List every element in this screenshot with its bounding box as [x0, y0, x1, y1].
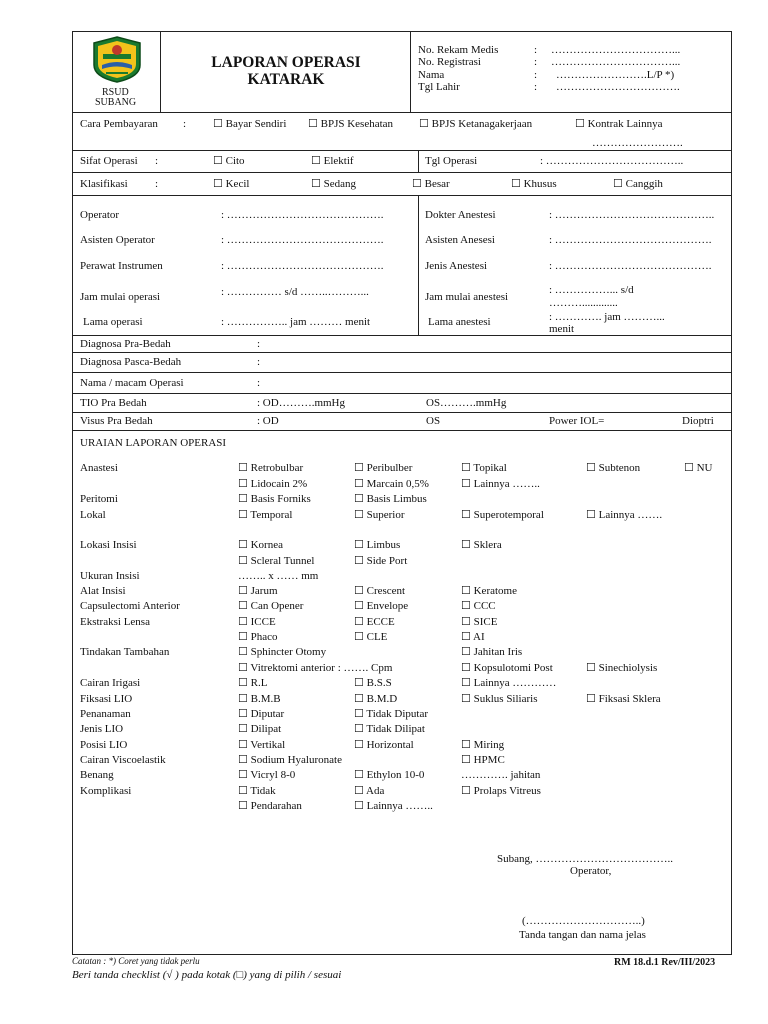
- staff-label-jam-mulai-anestesi: Jam mulai anestesi: [425, 291, 509, 303]
- report-option[interactable]: ☐ Suklus Siliaris: [461, 693, 538, 705]
- report-option[interactable]: ☐ Pendarahan: [238, 800, 302, 812]
- staff-label-perawat-instrumen: Perawat Instrumen: [80, 260, 163, 272]
- classification-besar[interactable]: ☐ Besar: [412, 178, 450, 190]
- form-title-line2: KATARAK: [247, 71, 325, 88]
- divider: [72, 393, 732, 394]
- diagnosis-pre-colon[interactable]: :: [257, 338, 261, 350]
- divider: [160, 31, 161, 113]
- report-option[interactable]: …………. jahitan: [461, 769, 541, 781]
- report-option[interactable]: ☐ Can Opener: [238, 600, 304, 612]
- report-option[interactable]: ☐ Lainnya …………: [461, 677, 557, 689]
- staff-label-asisten-operator: Asisten Operator: [80, 234, 155, 246]
- staff-value-jam-mulai-anestesi-cont[interactable]: ……….............: [549, 297, 618, 309]
- operation-name-label: Nama / macam Operasi: [80, 377, 184, 389]
- tio-os[interactable]: OS……….mmHg: [426, 397, 507, 409]
- report-row-label: Penanaman: [80, 708, 131, 720]
- report-option[interactable]: ☐ Phaco: [238, 631, 278, 643]
- report-option[interactable]: ☐ B.M.D: [354, 693, 398, 705]
- payment-option-kontrak-lainnya[interactable]: ☐ Kontrak Lainnya: [575, 118, 663, 130]
- report-option[interactable]: ☐ Keratome: [461, 585, 517, 597]
- report-option[interactable]: ☐ Envelope: [354, 600, 409, 612]
- report-option[interactable]: ☐ Temporal: [238, 509, 293, 521]
- report-option[interactable]: ☐ ECCE: [354, 616, 395, 628]
- report-row-label: Jenis LIO: [80, 723, 124, 735]
- report-row-label: Lokal: [80, 509, 106, 521]
- staff-label-dokter-anestesi: Dokter Anestesi: [425, 209, 496, 221]
- divider: [72, 112, 732, 113]
- report-option[interactable]: ☐ AI: [461, 631, 485, 643]
- visus-label: Visus Pra Bedah: [80, 415, 153, 427]
- report-option[interactable]: ☐ Kornea: [238, 539, 283, 551]
- divider: [418, 150, 419, 172]
- payment-label: Cara Pembayaran: [80, 118, 158, 130]
- report-row-label: Peritomi: [80, 493, 118, 505]
- report-option[interactable]: ☐ Lainnya ……..: [354, 800, 433, 812]
- report-option[interactable]: ☐ HPMC: [461, 754, 505, 766]
- field-value-tgl-lahir[interactable]: …………………………….: [556, 81, 680, 93]
- staff-value-jam-mulai-operasi[interactable]: : …………… s/d ……..………...: [221, 286, 369, 298]
- report-row-label: Lokasi Insisi: [80, 539, 137, 551]
- operation-type-label: Sifat Operasi: [80, 155, 138, 167]
- report-option[interactable]: ☐ Tidak Diputar: [354, 708, 429, 720]
- field-label-nama: Nama: [418, 69, 445, 81]
- field-value-registrasi[interactable]: ……………………………...: [551, 56, 681, 68]
- report-row-label: Ekstraksi Lensa: [80, 616, 150, 628]
- report-option[interactable]: ☐ Peribulber: [354, 462, 413, 474]
- report-option[interactable]: ☐ Lainnya ……..: [461, 478, 540, 490]
- report-option[interactable]: ☐ R.L: [238, 677, 268, 689]
- hospital-name-line2: SUBANG: [95, 97, 137, 108]
- divider: [72, 412, 732, 413]
- signature-name-line[interactable]: (…………………………..): [522, 915, 645, 927]
- power-iol-unit: Dioptri: [682, 415, 714, 427]
- report-option[interactable]: ☐ Vitrektomi anterior : ……. Cpm: [238, 662, 393, 674]
- divider: [72, 195, 732, 196]
- report-option[interactable]: ☐ Sodium Hyaluronate: [238, 754, 342, 766]
- divider: [72, 172, 732, 173]
- report-option[interactable]: ☐ Kopsulotomi Post: [461, 662, 553, 674]
- field-colon: :: [534, 44, 538, 56]
- report-option[interactable]: ☐ ICCE: [238, 616, 276, 628]
- field-value-nama[interactable]: …………………….L/P *): [556, 69, 675, 81]
- report-row-label: Tindakan Tambahan: [80, 646, 170, 658]
- diagnosis-post-label: Diagnosa Pasca-Bedah: [80, 356, 182, 368]
- payment-colon: :: [183, 118, 187, 130]
- report-heading: URAIAN LAPORAN OPERASI: [80, 437, 227, 449]
- report-option[interactable]: ☐ Vertikal: [238, 739, 286, 751]
- report-option[interactable]: ☐ B.M.B: [238, 693, 281, 705]
- field-colon: :: [534, 81, 538, 93]
- staff-label-lama-anestesi: Lama anestesi: [428, 316, 491, 328]
- staff-label-operator: Operator: [80, 209, 120, 221]
- report-option[interactable]: ☐ Diputar: [238, 708, 285, 720]
- report-option[interactable]: ☐ NU: [684, 462, 713, 474]
- staff-value-asisten-anestesi[interactable]: : …………………………………….: [549, 234, 712, 246]
- divider: [72, 430, 732, 431]
- report-option[interactable]: ☐ Fiksasi Sklera: [586, 693, 661, 705]
- field-colon: :: [534, 69, 538, 81]
- report-option[interactable]: ☐ Superotemporal: [461, 509, 544, 521]
- diagnosis-post-colon[interactable]: :: [257, 356, 261, 368]
- report-row-label: Anastesi: [80, 462, 118, 474]
- signature-caption: Tanda tangan dan nama jelas: [519, 929, 646, 941]
- report-option[interactable]: ☐ Tidak: [238, 785, 276, 797]
- power-iol-label: Power IOL=: [549, 415, 605, 427]
- report-option[interactable]: ☐ Topikal: [461, 462, 507, 474]
- report-option[interactable]: ☐ SICE: [461, 616, 498, 628]
- report-option[interactable]: ☐ Limbus: [354, 539, 401, 551]
- report-row-label: Alat Insisi: [80, 585, 126, 597]
- field-label-registrasi: No. Registrasi: [418, 56, 481, 68]
- report-row-label: Capsulectomi Anterior: [80, 600, 180, 612]
- staff-value-dokter-anestesi[interactable]: : ……………………………………..: [549, 209, 715, 221]
- staff-value-asisten-operator[interactable]: : …………………………………….: [221, 234, 384, 246]
- staff-value-operator[interactable]: : …………………………………….: [221, 209, 384, 221]
- report-option[interactable]: ☐ Crescent: [354, 585, 406, 597]
- report-option[interactable]: ☐ B.S.S: [354, 677, 392, 689]
- report-row-label: Posisi LIO: [80, 739, 128, 751]
- operation-type-cito[interactable]: ☐ Cito: [213, 155, 245, 167]
- divider: [72, 372, 732, 373]
- report-option[interactable]: ☐ Horizontal: [354, 739, 414, 751]
- report-option[interactable]: ☐ Jarum: [238, 585, 278, 597]
- report-option[interactable]: ☐ Basis Forniks: [238, 493, 311, 505]
- report-option[interactable]: ☐ Subtenon: [586, 462, 641, 474]
- payment-option-bpjs-ketenagakerjaan[interactable]: ☐ BPJS Ketanagakerjaan: [419, 118, 533, 130]
- report-row-label: Benang: [80, 769, 114, 781]
- report-option[interactable]: ☐ Superior: [354, 509, 405, 521]
- staff-label-jam-mulai-operasi: Jam mulai operasi: [80, 291, 161, 303]
- report-row-label: Fiksasi LIO: [80, 693, 133, 705]
- operation-type-elektif[interactable]: ☐ Elektif: [311, 155, 354, 167]
- report-option[interactable]: ☐ Prolaps Vitreus: [461, 785, 541, 797]
- report-option[interactable]: ☐ Jahitan Iris: [461, 646, 523, 658]
- report-option[interactable]: ☐ Retrobulbar: [238, 462, 304, 474]
- report-option[interactable]: ☐ CLE: [354, 631, 388, 643]
- divider: [72, 352, 732, 353]
- report-row-label: Cairan Irigasi: [80, 677, 141, 689]
- operation-name-colon[interactable]: :: [257, 377, 261, 389]
- classification-colon: :: [155, 178, 159, 190]
- report-option[interactable]: ☐ Sphincter Otomy: [238, 646, 327, 658]
- signature-role: Operator,: [570, 865, 612, 877]
- classification-canggih[interactable]: ☐ Canggih: [613, 178, 663, 190]
- staff-label-asisten-anestesi: Asisten Anesesi: [425, 234, 495, 246]
- classification-khusus[interactable]: ☐ Khusus: [511, 178, 557, 190]
- report-option[interactable]: ☐ Vicryl 8-0: [238, 769, 296, 781]
- staff-value-jenis-anestesi[interactable]: : …………………………………….: [549, 260, 712, 272]
- report-option[interactable]: ☐ Sklera: [461, 539, 502, 551]
- staff-label-lama-operasi: Lama operasi: [83, 316, 143, 328]
- report-option[interactable]: ☐ Basis Limbus: [354, 493, 427, 505]
- classification-sedang[interactable]: ☐ Sedang: [311, 178, 356, 190]
- signature-place-date[interactable]: Subang, ………………………………..: [497, 853, 673, 865]
- staff-value-lama-operasi[interactable]: : …………….. jam ……… menit: [221, 316, 371, 328]
- report-row-label: Komplikasi: [80, 785, 132, 797]
- hospital-name-line1: RSUD: [102, 87, 129, 98]
- tio-od[interactable]: : OD……….mmHg: [257, 397, 345, 409]
- report-option[interactable]: ☐ Marcain 0,5%: [354, 478, 429, 490]
- field-colon: :: [534, 56, 538, 68]
- diagnosis-pre-label: Diagnosa Pra-Bedah: [80, 338, 171, 350]
- hospital-logo: [90, 35, 144, 83]
- report-option[interactable]: ☐ Tidak Dilipat: [354, 723, 425, 735]
- staff-value-jam-mulai-anestesi[interactable]: : ……………... s/d: [549, 284, 634, 296]
- operation-type-colon: :: [155, 155, 159, 167]
- divider: [418, 195, 419, 335]
- divider: [72, 150, 732, 151]
- field-label-tgl-lahir: Tgl Lahir: [418, 81, 460, 93]
- staff-label-jenis-anestesi: Jenis Anestesi: [425, 260, 488, 272]
- form-title-line1: LAPORAN OPERASI: [211, 54, 361, 71]
- tio-label: TIO Pra Bedah: [80, 397, 147, 409]
- report-option[interactable]: ☐ Scleral Tunnel: [238, 555, 315, 567]
- divider: [72, 335, 732, 336]
- field-value-rekam-medis[interactable]: ……………………………...: [551, 44, 681, 56]
- classification-kecil[interactable]: ☐ Kecil: [213, 178, 250, 190]
- footer-checklist-instruction: Beri tanda checklist (√ ) pada kotak (□) yang di pilih / sesuai: [72, 969, 342, 981]
- visus-od[interactable]: : OD: [257, 415, 279, 427]
- form-code: RM 18.d.1 Rev/III/2023: [614, 957, 716, 968]
- report-option[interactable]: ☐ Lidocain 2%: [238, 478, 308, 490]
- classification-label: Klasifikasi: [80, 178, 128, 190]
- staff-value-lama-anestesi[interactable]: : …………. jam ………...: [549, 311, 665, 323]
- payment-option-bpjs-kesehatan[interactable]: ☐ BPJS Kesehatan: [308, 118, 394, 130]
- report-option[interactable]: ☐ CCC: [461, 600, 496, 612]
- divider: [410, 31, 411, 113]
- report-option[interactable]: ☐ Ada: [354, 785, 385, 797]
- report-row-label: Cairan Viscoelastik: [80, 754, 166, 766]
- footer-note: Catatan : *) Coret yang tidak perlu: [72, 956, 200, 966]
- operation-date-value[interactable]: : ………………………………..: [540, 155, 684, 167]
- field-label-rekam-medis: No. Rekam Medis: [418, 44, 499, 56]
- report-option[interactable]: ☐ Ethylon 10-0: [354, 769, 425, 781]
- report-option[interactable]: ☐ Sinechiolysis: [586, 662, 658, 674]
- report-option[interactable]: ☐ Lainnya …….: [586, 509, 663, 521]
- report-option[interactable]: ☐ Miring: [461, 739, 505, 751]
- payment-other-line[interactable]: …………………….: [592, 137, 683, 149]
- staff-value-perawat-instrumen[interactable]: : …………………………………….: [221, 260, 384, 272]
- report-option[interactable]: ☐ Dilipat: [238, 723, 282, 735]
- visus-os[interactable]: OS: [426, 415, 441, 427]
- report-option[interactable]: ☐ Side Port: [354, 555, 408, 567]
- operation-date-label: Tgl Operasi: [425, 155, 478, 167]
- report-option[interactable]: …….. x …… mm: [238, 570, 319, 582]
- payment-option-bayar-sendiri[interactable]: ☐ Bayar Sendiri: [213, 118, 287, 130]
- report-row-label: Ukuran Insisi: [80, 570, 140, 582]
- staff-value-lama-anestesi-cont[interactable]: menit: [549, 323, 575, 335]
